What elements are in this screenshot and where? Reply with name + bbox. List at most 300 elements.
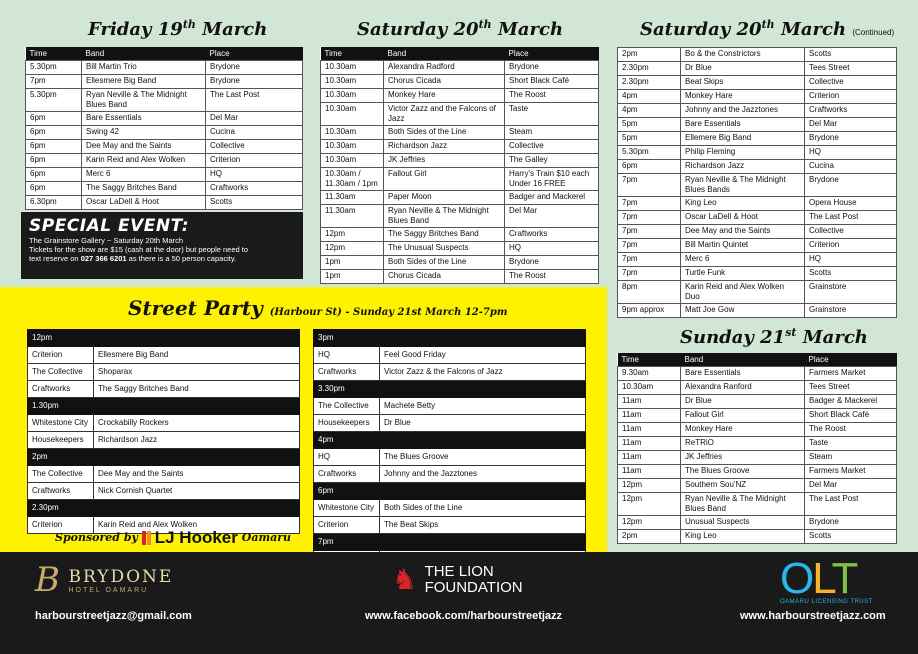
band-cell: Richardson Jazz	[94, 432, 300, 449]
time-cell: 10.30am	[321, 103, 384, 126]
time-cell: 5.30pm	[26, 61, 82, 75]
table-row	[26, 89, 303, 112]
time-cell: 5pm	[618, 118, 681, 132]
band-cell: Fallout Girl	[681, 409, 805, 423]
time-slot: 2pm	[28, 449, 300, 466]
time-cell: 6pm	[26, 126, 82, 140]
olt-logo: OLT OAMARU LICENSING TRUST	[780, 554, 873, 605]
lj-hooker-name: LJ Hooker	[154, 528, 238, 547]
time-cell: 7pm	[618, 225, 681, 239]
band-cell: Shoparax	[94, 364, 300, 381]
table-row	[618, 465, 897, 479]
saturday-title: Saturday 20th March	[357, 18, 564, 40]
place-cell: Steam	[805, 451, 897, 465]
place-cell: Brydone	[805, 516, 897, 530]
place-cell: Criterion	[805, 239, 897, 253]
time-header-row	[28, 449, 300, 466]
time-cell: 2.30pm	[618, 76, 681, 90]
table-row	[618, 409, 897, 423]
place-cell: The Last Post	[805, 493, 897, 516]
place-cell: The Collective	[28, 466, 94, 483]
place-cell: The Galley	[505, 154, 599, 168]
band-cell: Alexandra Radford	[384, 61, 505, 75]
place-cell: Brydone	[206, 75, 303, 89]
table-row	[314, 517, 586, 534]
table-row	[26, 168, 303, 182]
place-cell: Grainstore	[805, 281, 897, 304]
band-cell: Dee May and the Saints	[82, 140, 206, 154]
table-row	[618, 395, 897, 409]
band-cell: Dr Blue	[681, 62, 805, 76]
table-row	[28, 415, 300, 432]
time-cell: 7pm	[618, 211, 681, 225]
band-cell: Ryan Neville & The Midnight Blues Band	[681, 493, 805, 516]
time-cell: 9.30am	[618, 367, 681, 381]
place-cell: Brydone	[505, 61, 599, 75]
street-party-right-table	[313, 329, 586, 568]
place-cell: Craftworks	[28, 483, 94, 500]
band-cell: Johnny and the Jazztones	[380, 466, 586, 483]
place-cell: Criterion	[206, 154, 303, 168]
table-row	[314, 500, 586, 517]
band-cell: Unusual Suspects	[681, 516, 805, 530]
column-header: Time	[618, 353, 681, 367]
band-cell: Chorus Cicada	[384, 270, 505, 284]
brydone-logo: B BRYDONE HOTEL OAMARU	[35, 560, 174, 600]
time-header-row	[28, 330, 300, 347]
time-cell: 6pm	[26, 154, 82, 168]
band-cell: Ryan Neville & The Midnight Blues Band	[384, 205, 505, 228]
table-row	[26, 140, 303, 154]
place-cell: Brydone	[206, 61, 303, 75]
band-cell: Richardson Jazz	[384, 140, 505, 154]
table-row	[618, 118, 897, 132]
table-row	[321, 154, 599, 168]
table-row	[321, 89, 599, 103]
place-cell: Tees Street	[805, 381, 897, 395]
table-row	[26, 182, 303, 196]
table-row	[618, 48, 897, 62]
time-cell: 1pm	[321, 256, 384, 270]
table-row	[321, 191, 599, 205]
time-slot: 12pm	[28, 330, 300, 347]
band-cell: Oscar LaDell & Hoot	[681, 211, 805, 225]
place-cell: Farmers Market	[805, 465, 897, 479]
band-cell: Ellemere Big Band	[681, 132, 805, 146]
band-cell: Dee May and the Saints	[681, 225, 805, 239]
place-cell: Brydone	[805, 174, 897, 197]
time-cell: 10.30am / 11.30am / 1pm	[321, 168, 384, 191]
time-slot: 6pm	[314, 483, 586, 500]
band-cell: The Blues Groove	[380, 449, 586, 466]
table-header-row	[26, 47, 303, 61]
lion-foundation-logo: ♞ THE LION FOUNDATION	[392, 562, 523, 596]
table-row	[28, 364, 300, 381]
time-cell: 10.30am	[321, 89, 384, 103]
time-cell: 5.30pm	[618, 146, 681, 160]
place-cell: Del Mar	[805, 118, 897, 132]
table-row	[321, 168, 599, 191]
table-row	[26, 75, 303, 89]
place-cell: Short Black Café	[505, 75, 599, 89]
time-cell: 7pm	[618, 267, 681, 281]
lj-hooker-logo	[142, 531, 146, 545]
place-cell: Harry's Train $10 each Under 16 FREE	[505, 168, 599, 191]
band-cell: Philip Fleming	[681, 146, 805, 160]
place-cell: Tees Street	[805, 62, 897, 76]
table-row	[321, 140, 599, 154]
place-cell: Craftworks	[505, 228, 599, 242]
place-cell: Housekeepers	[28, 432, 94, 449]
place-cell: The Last Post	[805, 211, 897, 225]
table-row	[618, 174, 897, 197]
time-cell: 7pm	[618, 174, 681, 197]
time-cell: 2pm	[618, 530, 681, 544]
sponsor-line: Sponsored by LJ Hooker Oamaru	[55, 528, 292, 547]
place-cell: Whitestone City	[28, 415, 94, 432]
place-cell: Housekeepers	[314, 415, 380, 432]
place-cell: Scotts	[206, 196, 303, 210]
table-row	[618, 304, 897, 318]
band-cell: King Leo	[681, 197, 805, 211]
place-cell: Scotts	[805, 267, 897, 281]
band-cell: Karin Reid and Alex Wolken	[94, 517, 300, 534]
band-cell: Victor Zazz & the Falcons of Jazz	[380, 364, 586, 381]
email-link[interactable]: harbourstreetjazz@gmail.com	[35, 610, 192, 622]
time-cell: 12pm	[618, 516, 681, 530]
time-cell: 6pm	[618, 160, 681, 174]
place-cell: HQ	[805, 253, 897, 267]
band-cell: The Saggy Britches Band	[384, 228, 505, 242]
time-cell: 8pm	[618, 281, 681, 304]
place-cell: The Roost	[505, 89, 599, 103]
time-header-row	[314, 330, 586, 347]
table-row	[618, 451, 897, 465]
place-cell: Brydone	[505, 256, 599, 270]
band-cell: JK Jeffries	[681, 451, 805, 465]
place-cell: The Roost	[505, 270, 599, 284]
time-cell: 10.30am	[321, 126, 384, 140]
band-cell: Monkey Hare	[681, 90, 805, 104]
table-row	[26, 126, 303, 140]
time-cell: 11am	[618, 451, 681, 465]
band-cell: Paper Moon	[384, 191, 505, 205]
band-cell: Chorus Cicada	[384, 75, 505, 89]
time-cell: 12pm	[618, 479, 681, 493]
table-row	[618, 367, 897, 381]
band-cell: Victor Zazz and the Falcons of Jazz	[384, 103, 505, 126]
band-cell: Crockabilly Rockers	[94, 415, 300, 432]
band-cell: Dee May and the Saints	[94, 466, 300, 483]
band-cell: Richardson Jazz	[681, 160, 805, 174]
band-cell: The Saggy Britches Band	[82, 182, 206, 196]
time-header-row	[28, 500, 300, 517]
special-event-line1: The Grainstore Gallery ~ Saturday 20th March	[29, 236, 184, 245]
time-cell: 5pm	[618, 132, 681, 146]
time-cell: 11am	[618, 423, 681, 437]
time-cell: 6pm	[26, 182, 82, 196]
time-header-row	[314, 483, 586, 500]
band-cell: Bare Essentials	[681, 118, 805, 132]
band-cell: Merc 6	[681, 253, 805, 267]
table-row	[321, 103, 599, 126]
time-cell: 11.30am	[321, 205, 384, 228]
place-cell: Scotts	[805, 530, 897, 544]
time-cell: 10.30am	[321, 154, 384, 168]
band-cell: Both Sides of the Line	[380, 500, 586, 517]
friday-schedule	[25, 47, 303, 210]
band-cell: Karin Reid and Alex Wolken Duo	[681, 281, 805, 304]
place-cell: Craftworks	[206, 182, 303, 196]
band-cell: Dr Blue	[380, 415, 586, 432]
table-row	[618, 267, 897, 281]
band-cell: Both Sides of the Line	[384, 256, 505, 270]
table-row	[314, 364, 586, 381]
table-header-row	[321, 47, 599, 61]
band-cell: Fallout Girl	[384, 168, 505, 191]
band-cell: Ryan Neville & The Midnight Blues Bands	[681, 174, 805, 197]
band-cell: Monkey Hare	[681, 423, 805, 437]
table-row	[321, 126, 599, 140]
band-cell: JK Jeffries	[384, 154, 505, 168]
band-cell: ReTRiO	[681, 437, 805, 451]
place-cell: Scotts	[805, 48, 897, 62]
time-cell: 10.30am	[321, 140, 384, 154]
place-cell: Taste	[505, 103, 599, 126]
band-cell: Bill Martin Trio	[82, 61, 206, 75]
place-cell: Craftworks	[314, 466, 380, 483]
time-cell: 10.30am	[321, 61, 384, 75]
band-cell: The Blues Groove	[681, 465, 805, 479]
table-row	[618, 493, 897, 516]
time-cell: 11am	[618, 437, 681, 451]
band-cell: King Leo	[681, 530, 805, 544]
table-row	[618, 160, 897, 174]
time-slot: 3pm	[314, 330, 586, 347]
table-row	[618, 132, 897, 146]
table-row	[321, 205, 599, 228]
band-cell: Both Sides of the Line	[384, 126, 505, 140]
place-cell: HQ	[314, 347, 380, 364]
band-cell: The Beat Skips	[380, 517, 586, 534]
street-party-left-table	[27, 329, 300, 534]
special-event-box	[21, 212, 303, 279]
time-cell: 12pm	[618, 493, 681, 516]
column-header: Time	[321, 47, 384, 61]
table-row	[618, 423, 897, 437]
place-cell: Taste	[805, 437, 897, 451]
time-cell: 7pm	[26, 75, 82, 89]
column-header: Place	[206, 47, 303, 61]
place-cell: Del Mar	[805, 479, 897, 493]
saturday-continued-schedule	[617, 47, 897, 318]
table-row	[321, 75, 599, 89]
place-cell: Craftworks	[314, 364, 380, 381]
time-slot: 3.30pm	[314, 381, 586, 398]
time-cell: 7pm	[618, 239, 681, 253]
band-cell: Johnny and the Jazztones	[681, 104, 805, 118]
place-cell: Cucina	[805, 160, 897, 174]
special-event-phone: 027 366 6201	[80, 254, 127, 263]
table-row	[314, 449, 586, 466]
place-cell: Whitestone City	[314, 500, 380, 517]
sunday-schedule	[617, 353, 897, 544]
table-row	[618, 437, 897, 451]
table-header-row	[618, 353, 897, 367]
website-link[interactable]: www.harbourstreetjazz.com	[740, 610, 886, 622]
time-cell: 10.30am	[618, 381, 681, 395]
place-cell: Craftworks	[805, 104, 897, 118]
time-cell: 2.30pm	[618, 62, 681, 76]
time-slot: 4pm	[314, 432, 586, 449]
place-cell: Short Black Café	[805, 409, 897, 423]
table-row	[618, 146, 897, 160]
time-cell: 6pm	[26, 140, 82, 154]
place-cell: Criterion	[805, 90, 897, 104]
time-header-row	[28, 398, 300, 415]
place-cell: HQ	[805, 146, 897, 160]
table-row	[618, 104, 897, 118]
place-cell: HQ	[314, 449, 380, 466]
place-cell: Farmers Market	[805, 367, 897, 381]
band-cell: The Unusual Suspects	[384, 242, 505, 256]
place-cell: Cucina	[206, 126, 303, 140]
time-cell: 7pm	[618, 197, 681, 211]
column-header: Place	[505, 47, 599, 61]
street-party-title: Street Party (Harbour St) - Sunday 21st March 12-7pm	[128, 296, 508, 320]
band-cell: Dr Blue	[681, 395, 805, 409]
time-cell: 11.30am	[321, 191, 384, 205]
table-row	[28, 432, 300, 449]
table-row	[618, 281, 897, 304]
table-row	[321, 61, 599, 75]
table-row	[28, 347, 300, 364]
table-row	[28, 466, 300, 483]
table-row	[618, 62, 897, 76]
place-cell: The Roost	[805, 423, 897, 437]
saturday-schedule	[320, 47, 599, 284]
column-header: Band	[681, 353, 805, 367]
time-cell: 6.30pm	[26, 196, 82, 210]
place-cell: Collective	[805, 76, 897, 90]
band-cell: Southern Sou'NZ	[681, 479, 805, 493]
time-cell: 2pm	[618, 48, 681, 62]
band-cell: Machete Betty	[380, 398, 586, 415]
time-cell: 4pm	[618, 90, 681, 104]
time-header-row	[314, 381, 586, 398]
place-cell: Collective	[805, 225, 897, 239]
band-cell: Merc 6	[82, 168, 206, 182]
place-cell: HQ	[505, 242, 599, 256]
table-row	[314, 398, 586, 415]
place-cell: Brydone	[805, 132, 897, 146]
time-cell: 9pm approx	[618, 304, 681, 318]
time-cell: 12pm	[321, 242, 384, 256]
table-row	[26, 196, 303, 210]
place-cell: Badger and Mackerel	[505, 191, 599, 205]
place-cell: Criterion	[314, 517, 380, 534]
table-row	[26, 61, 303, 75]
time-slot: 1.30pm	[28, 398, 300, 415]
special-event-line2: Tickets for the show are $15 (cash at the door) but people need to	[29, 245, 249, 254]
time-cell: 12pm	[321, 228, 384, 242]
place-cell: HQ	[206, 168, 303, 182]
band-cell: Ellesmere Big Band	[82, 75, 206, 89]
table-row	[26, 154, 303, 168]
table-row	[321, 270, 599, 284]
table-row	[618, 253, 897, 267]
band-cell: Alexandra Ranford	[681, 381, 805, 395]
table-row	[314, 466, 586, 483]
place-cell: Collective	[505, 140, 599, 154]
table-row	[618, 90, 897, 104]
place-cell: Del Mar	[505, 205, 599, 228]
table-row	[618, 530, 897, 544]
table-row	[314, 347, 586, 364]
column-header: Band	[82, 47, 206, 61]
table-row	[618, 381, 897, 395]
column-header: Time	[26, 47, 82, 61]
time-header-row	[314, 432, 586, 449]
table-row	[321, 242, 599, 256]
place-cell: Badger & Mackerel	[805, 395, 897, 409]
band-cell: Oscar LaDell & Hoot	[82, 196, 206, 210]
table-row	[28, 381, 300, 398]
place-cell: Collective	[206, 140, 303, 154]
band-cell: The Saggy Britches Band	[94, 381, 300, 398]
lj-hooker-logo-accent	[147, 531, 151, 545]
time-cell: 11am	[618, 465, 681, 479]
time-cell: 6pm	[26, 168, 82, 182]
saturday-continued-title: Saturday 20th March (Continued)	[640, 18, 895, 40]
band-cell: Bare Essentials	[681, 367, 805, 381]
time-cell: 10.30am	[321, 75, 384, 89]
column-header: Band	[384, 47, 505, 61]
table-row	[618, 197, 897, 211]
special-event-line3: text reserve on 027 366 6201 as there is a 50 person capacity.	[29, 254, 237, 263]
table-row	[321, 256, 599, 270]
table-row	[618, 239, 897, 253]
band-cell: Karin Reid and Alex Wolken	[82, 154, 206, 168]
band-cell: Monkey Hare	[384, 89, 505, 103]
time-cell: 6pm	[26, 112, 82, 126]
time-cell: 5.30pm	[26, 89, 82, 112]
place-cell: Opera House	[805, 197, 897, 211]
facebook-link[interactable]: www.facebook.com/harbourstreetjazz	[365, 610, 563, 622]
time-slot: 7pm	[314, 534, 586, 551]
time-header-row	[314, 534, 586, 551]
special-event-title: SPECIAL EVENT:	[29, 216, 190, 236]
band-cell: Nick Cornish Quartet	[94, 483, 300, 500]
place-cell: The Collective	[314, 398, 380, 415]
place-cell: The Last Post	[206, 89, 303, 112]
table-row	[28, 483, 300, 500]
band-cell: Ryan Neville & The Midnight Blues Band	[82, 89, 206, 112]
time-cell: 7pm	[618, 253, 681, 267]
band-cell: Bill Martin Quintet	[681, 239, 805, 253]
table-row	[618, 225, 897, 239]
band-cell: Beat Skips	[681, 76, 805, 90]
place-cell: Steam	[505, 126, 599, 140]
lion-icon: ♞	[392, 564, 418, 595]
sunday-title: Sunday 21st March	[680, 326, 868, 348]
place-cell: Criterion	[28, 517, 94, 534]
band-cell: Bo & the Constrictors	[681, 48, 805, 62]
band-cell: Swing 42	[82, 126, 206, 140]
time-cell: 11am	[618, 395, 681, 409]
time-cell: 4pm	[618, 104, 681, 118]
band-cell: Matt Joe Gow	[681, 304, 805, 318]
